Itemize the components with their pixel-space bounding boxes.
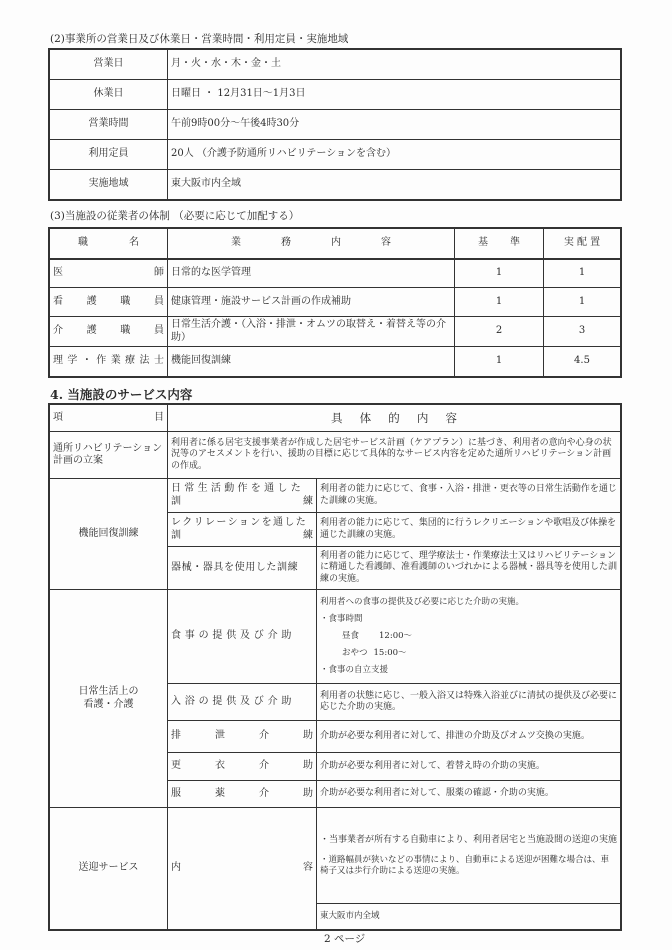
role-char: 業 <box>110 355 121 367</box>
header-duty-char: 務 <box>281 237 291 248</box>
rehab-item-char: 練 <box>303 529 313 541</box>
header-duty-char: 内 <box>331 237 341 248</box>
table-row <box>50 317 621 347</box>
care-label-line: 日常生活上の <box>78 686 139 697</box>
label-char: 更 <box>171 760 181 772</box>
header-content-char: 的 <box>388 410 400 425</box>
rehab-item-label: 器械・器具を使用した訓練 <box>168 547 317 590</box>
meal-content <box>317 590 621 684</box>
role-char: 理 <box>53 355 63 367</box>
actual-cell: 4.5 <box>544 347 621 377</box>
plan-content: 利用者に係る居宅支援事業者が作成した居宅サービス計画（ケアプラン）に基づき、利用者の意向や心身の状況等のアセスメントを行い、援助の目標に応じて具体的なサービス内容を定めた通所リハビリテーション計画の作成。 <box>168 432 621 479</box>
actual-cell: 3 <box>544 317 621 347</box>
table-row <box>50 170 621 200</box>
row-label: 実施地域 <box>50 170 168 200</box>
standard-cell: 2 <box>455 317 544 347</box>
rehab-item-content: 利用者の能力に応じて、食事・入浴・排泄・更衣等の日常生活動作を通じた訓練の実施。 <box>317 479 621 513</box>
row-value: 日曜日 ・ 12月31日〜1月3日 <box>168 80 621 110</box>
meal-label: 食事の提供及び介助 <box>168 590 317 684</box>
dressing-label <box>168 753 317 781</box>
header-standard-char: 準 <box>510 237 520 248</box>
rehab-item-char: 訓 <box>171 529 181 541</box>
meal-intro: 利用者への食事の提供及び必要に応じた介助の実施。 <box>320 597 525 607</box>
transport-bullet: ・道路幅員が狭いなどの事情により、自動車による送迎が困難な場合は、車椅子又は歩行介助による送迎の実施。 <box>320 855 610 876</box>
actual-cell: 1 <box>544 259 621 288</box>
transport-bullet: ・当事業者が所有する自動車により、利用者居宅と当施設間の送迎の実施 <box>320 834 618 845</box>
table-row <box>50 347 621 377</box>
rehab-item-line: 日常生活動作を通した <box>171 483 304 494</box>
role-char: 職 <box>120 295 131 307</box>
table-row <box>50 80 621 110</box>
label-char: 介 <box>259 730 269 742</box>
rehab-item-label <box>168 513 317 547</box>
role-char: 護 <box>86 295 97 307</box>
role-char: 員 <box>153 325 164 337</box>
table-row <box>50 50 621 80</box>
role-char: 介 <box>53 325 63 337</box>
care-label-line: 看護・介護 <box>83 698 134 710</box>
role-cell <box>50 347 168 377</box>
table-row <box>50 808 621 904</box>
row-value: 午前9時00分〜午後4時30分 <box>168 110 621 140</box>
standard-cell: 1 <box>455 347 544 377</box>
page-number: 2 ページ <box>324 933 366 945</box>
role-char: 師 <box>154 267 164 278</box>
label-char: 泄 <box>215 730 225 742</box>
role-char: 員 <box>153 295 164 307</box>
label-char: 助 <box>303 730 313 742</box>
actual-cell: 1 <box>544 288 621 317</box>
label-char: 内 <box>171 862 181 874</box>
label-char: 薬 <box>215 787 225 799</box>
header-role-char: 職 <box>78 237 88 248</box>
role-cell <box>50 288 168 317</box>
row-label: 利用定員 <box>50 140 168 170</box>
role-cell <box>50 317 168 347</box>
transport-area: 東大阪市内全域 <box>317 904 621 930</box>
table-row <box>50 432 621 479</box>
header-content-char: 容 <box>445 410 457 425</box>
label-char: 服 <box>171 787 181 799</box>
row-value: 東大阪市内全域 <box>168 170 621 200</box>
row-value: 月・火・水・木・金・土 <box>168 50 621 80</box>
label-char: 容 <box>303 862 313 874</box>
table-row <box>50 110 621 140</box>
standard-cell: 1 <box>455 259 544 288</box>
table-header-row <box>50 405 621 432</box>
toilet-label <box>168 721 317 753</box>
header-standard-char: 基 <box>478 237 488 248</box>
section4-heading: 4. 当施設のサービス内容 <box>50 387 193 402</box>
role-char: ・ <box>81 355 92 367</box>
duty-cell: 日常的な医学管理 <box>168 259 455 288</box>
table-row <box>50 590 621 684</box>
table-row <box>50 259 621 288</box>
label-char: 助 <box>303 760 313 772</box>
header-item <box>50 405 168 432</box>
table-row <box>50 140 621 170</box>
transport-sub <box>168 808 317 930</box>
role-char: 士 <box>153 355 164 367</box>
rehab-item-content: 利用者の能力に応じて、理学療法士・作業療法士又はリハビリテーションに精通した看護師、准看護師のいづれかによる器械・器具等を使用した訓練の実施。 <box>317 547 621 590</box>
duty-cell: 健康管理・施設サービス計画の作成補助 <box>168 288 455 317</box>
snack-label: おやつ <box>342 648 368 658</box>
bath-label: 入浴の提供及び介助 <box>168 684 317 721</box>
row-label: 休業日 <box>50 80 168 110</box>
header-duty-char: 容 <box>381 237 391 248</box>
care-label <box>50 590 168 808</box>
header-content-char: 具 <box>331 410 343 425</box>
header-duty-char: 業 <box>231 237 241 248</box>
lunch-time: 12:00〜 <box>379 631 413 641</box>
rehab-item-line: レクリレーションを通した <box>171 517 308 528</box>
label-char: 衣 <box>215 760 225 772</box>
role-char: 作 <box>96 355 107 367</box>
meal-times-title: ・食事時間 <box>320 614 363 624</box>
role-char: 法 <box>139 355 150 367</box>
role-char: 護 <box>86 325 97 337</box>
header-content-char: 内 <box>416 410 429 425</box>
label-char: 排 <box>171 730 181 742</box>
header-item-char: 項 <box>53 411 63 423</box>
header-duty <box>168 229 455 259</box>
rehab-item-label <box>168 479 317 513</box>
table-row <box>50 288 621 317</box>
row-value: 20人 （介護予防通所リハビリテーションを含む） <box>168 140 621 170</box>
role-char: 看 <box>53 295 63 307</box>
label-char: 助 <box>303 787 313 799</box>
duty-cell: 日常生活介護・（入浴・排泄・オムツの取替え・着替え等の介助） <box>168 317 455 347</box>
row-label: 営業時間 <box>50 110 168 140</box>
plan-label: 通所リハビリテーション計画の立案 <box>50 432 168 479</box>
bath-content: 利用者の状態に応じ、一般入浴又は特殊入浴並びに清拭の提供及び必要に応じた介助の実施。 <box>317 684 621 721</box>
transport-label: 送迎サービス <box>50 808 168 930</box>
header-content-char: 体 <box>359 410 372 425</box>
table-row <box>50 479 621 513</box>
row-label: 営業日 <box>50 50 168 80</box>
role-char: 学 <box>67 355 78 367</box>
header-standard <box>455 229 544 259</box>
medication-label <box>168 781 317 808</box>
hours-table <box>49 49 621 200</box>
label-char: 介 <box>259 760 269 772</box>
header-role <box>50 229 168 259</box>
table-header-row <box>50 229 621 259</box>
section3-heading: (3)当施設の従業者の体制 （必要に応じて加配する） <box>50 210 300 222</box>
snack-time: 15:00〜 <box>373 648 407 658</box>
transport-content <box>317 808 621 904</box>
role-char: 職 <box>120 325 131 337</box>
meal-support: ・食事の自立支援 <box>320 665 389 675</box>
header-role-char: 名 <box>129 237 139 248</box>
services-table <box>49 404 621 930</box>
duty-cell: 機能回復訓練 <box>168 347 455 377</box>
role-char: 療 <box>125 355 136 367</box>
role-char: 医 <box>53 267 63 278</box>
rehab-item-char: 訓 <box>171 495 181 507</box>
rehab-item-content: 利用者の能力に応じて、集団的に行うレクリエーションや歌唱及び体操を通じた訓練の実施。 <box>317 513 621 547</box>
medication-content: 介助が必要な利用者に対して、服薬の確認・介助の実施。 <box>317 781 621 808</box>
toilet-content: 介助が必要な利用者に対して、排泄の介助及びオムツ交換の実施。 <box>317 721 621 753</box>
lunch-label: 昼食 <box>342 631 360 641</box>
label-char: 介 <box>259 787 269 799</box>
header-actual: 実 配 置 <box>544 229 621 259</box>
rehab-label: 機能回復訓練 <box>50 479 168 590</box>
standard-cell: 1 <box>455 288 544 317</box>
dressing-content: 介助が必要な利用者に対して、着替え時の介助の実施。 <box>317 753 621 781</box>
header-item-char: 目 <box>154 411 164 423</box>
rehab-item-char: 練 <box>303 495 313 507</box>
section2-heading: (2)事業所の営業日及び休業日・営業時間・利用定員・実施地域 <box>50 33 349 45</box>
role-cell <box>50 259 168 288</box>
header-content <box>168 405 621 432</box>
staff-table <box>49 228 621 377</box>
